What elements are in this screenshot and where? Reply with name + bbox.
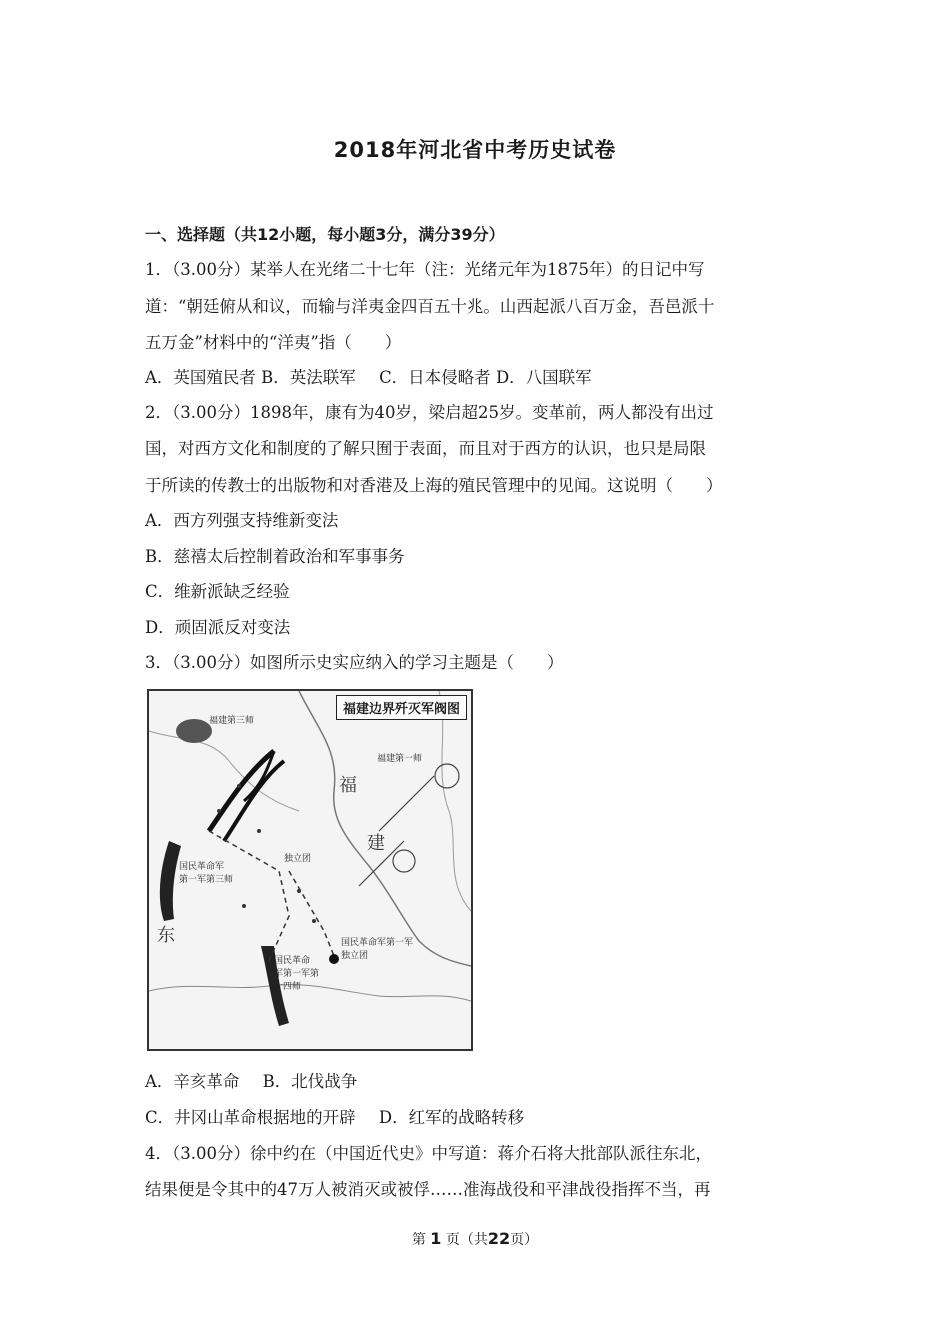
q2-stem-line: 国，对西方文化和制度的了解只囿于表面，而且对于西方的认识，也只是局限	[145, 439, 706, 458]
q2-option-d: D．顽固派反对变法	[145, 618, 291, 637]
q1-options	[145, 366, 592, 390]
footer-mid: 页（共	[445, 1232, 488, 1248]
q3-options-row-1	[145, 1070, 357, 1094]
page-title: 2018年河北省中考历史试卷	[333, 138, 617, 162]
q2-option-a: A．西方列强支持维新变法	[145, 511, 339, 530]
page-footer	[0, 1229, 950, 1249]
map-label-nra-1st-army-3rd-division: 国民革命军 第一军第三师	[179, 862, 234, 885]
q3-stem-line: 3．（3.00分）如图所示史实应纳入的学习主题是（ ）	[145, 653, 564, 672]
footer-suffix: 页）	[510, 1232, 539, 1248]
map-region-label: 东	[157, 925, 175, 946]
q2-stem-line: 2．（3.00分）1898年，康有为40岁，梁启超25岁。变革前，两人都没有出过	[145, 403, 714, 422]
q2-option-c: C．维新派缺乏经验	[145, 582, 290, 601]
map-label-independent-regiment: 独立团	[284, 854, 312, 864]
map-label-fujian-3rd-division: 福建第三师	[209, 716, 255, 726]
map-region-label: 建	[367, 833, 385, 854]
historical-map-figure	[147, 689, 473, 1051]
q4-stem-line: 4．（3.00分）徐中约在（中国近代史》中写道：蒋介石将大批部队派往东北，	[145, 1144, 712, 1163]
q3-options-row-2	[145, 1106, 524, 1130]
q1-stem-line: 五万金”材料中的“洋夷”指（ ）	[145, 333, 402, 352]
q1-option-d: D．八国联军	[495, 368, 592, 387]
map-label-nra-1st-army-14th-division: 国民革命 军第一军第 十四师	[274, 956, 320, 992]
q1-stem-line: 1．（3.00分）某举人在光绪二十七年（注：光绪元年为1875年）的日记中写	[145, 260, 705, 279]
q3-option-d: D．红军的战略转移	[378, 1108, 525, 1127]
q2-stem-line: 于所读的传教士的出版物和对香港及上海的殖民管理中的见闻。这说明（ ）	[145, 476, 723, 495]
q4-stem-line: 结果便是令其中的47万人被消灭或被俘……准海战役和平津战役指挥不当，再	[145, 1180, 711, 1199]
q3-option-a: A．辛亥革命	[145, 1072, 240, 1091]
map-label-fujian-1st-division: 福建第一师	[377, 754, 423, 764]
q2-option-b: B．慈禧太后控制着政治和军事事务	[145, 547, 405, 566]
q1-stem-line: 道：“朝廷俯从和议，而输与洋夷金四百五十兆。山西起派八百万金，吾邑派十	[145, 297, 715, 316]
footer-total-pages: 22	[487, 1229, 511, 1248]
q1-option-b: B．英法联军	[261, 368, 356, 387]
q3-option-b: B．北伐战争	[262, 1072, 358, 1091]
map-label-nra-1st-army-independent-regiment: 国民革命军第一军 独立团	[341, 938, 414, 961]
map-title: 福建边界歼灭军阀图	[336, 695, 467, 720]
q1-option-a: A．英国殖民者	[145, 368, 256, 387]
q1-option-c: C．日本侵略者	[379, 368, 491, 387]
section-heading: 一、选择题（共12小题，每小题3分，满分39分）	[145, 225, 505, 244]
footer-page-number: 1	[430, 1229, 442, 1248]
q3-option-c: C．井冈山革命根据地的开辟	[145, 1108, 356, 1127]
footer-prefix: 第	[411, 1232, 426, 1248]
map-region-label: 福	[339, 775, 357, 796]
